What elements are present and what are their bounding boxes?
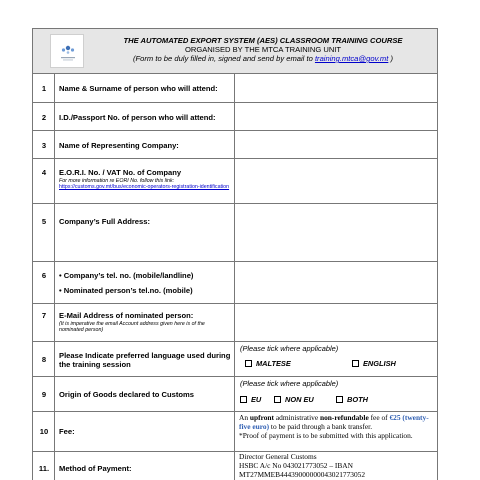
form-row-11	[33, 452, 437, 480]
eori-vat-field[interactable]	[235, 159, 437, 203]
checkbox-icon[interactable]	[245, 360, 252, 367]
fee-upfront: upfront	[249, 413, 274, 422]
form-title: THE AUTOMATED EXPORT SYSTEM (AES) CLASSROOM TRAINING COURSE	[123, 36, 403, 45]
email-address-field[interactable]	[235, 304, 437, 341]
attendee-name-field[interactable]	[235, 74, 437, 102]
checkbox-icon[interactable]	[352, 360, 359, 367]
mtca-logo	[50, 34, 84, 68]
eori-info-link[interactable]: https://customs.gov.mt/bus/economic-operators-registration-identification	[59, 184, 230, 190]
checkbox-icon[interactable]	[240, 396, 247, 403]
company-name-field[interactable]	[235, 131, 437, 158]
training-application-form	[32, 28, 438, 480]
email-link[interactable]: training.mtca@gov.mt	[314, 54, 389, 63]
proof-of-payment-note: *Proof of payment is to be submitted with this application.	[239, 430, 413, 440]
fee-text-part: fee of	[368, 413, 390, 422]
fee-non-refundable: non-refundable	[319, 413, 369, 422]
eori-note: For more information re EORI No. follow this link:	[59, 178, 175, 184]
row-number: 6	[41, 271, 47, 280]
option-label: BOTH	[347, 395, 368, 404]
iban-number: MT27MMEB44439000000043021773052	[239, 469, 366, 479]
company-address-label: Company’s Full Address:	[59, 217, 150, 226]
row-number: 3	[41, 141, 47, 150]
fee-label: Fee:	[59, 427, 75, 436]
tick-hint: (Please tick where applicable)	[240, 344, 339, 353]
fee-text-part: to be paid through a bank transfer.	[269, 421, 373, 431]
fee-text	[239, 414, 433, 441]
company-tel-label: • Company’s tel. no. (mobile/landline)	[59, 271, 194, 280]
origin-goods-label: Origin of Goods declared to Customs	[59, 390, 195, 399]
form-row-8	[33, 342, 437, 377]
company-name-label: Name of Representing Company:	[59, 141, 179, 150]
row-number: 7	[41, 311, 47, 320]
form-instruction	[93, 54, 433, 63]
attendee-name-label: Name & Surname of person who will attend:	[59, 84, 218, 93]
form-row-10	[33, 412, 437, 452]
instruction-text: (Form to be duly filled in, signed and send by email to	[133, 54, 315, 63]
form-row-4	[33, 159, 437, 204]
form-row-9	[33, 377, 437, 412]
eori-vat-label: E.O.R.I. No. / VAT No. of Company	[59, 168, 182, 177]
row-number: 5	[41, 217, 47, 226]
checkbox-icon[interactable]	[274, 396, 281, 403]
payment-details	[239, 453, 433, 480]
row-number: 2	[41, 113, 47, 122]
email-note: (It is imperative the email Account address given here is of the nominated person)	[59, 321, 205, 334]
company-address-field[interactable]	[235, 204, 437, 261]
row-number: 9	[41, 390, 47, 399]
form-row-1	[33, 74, 437, 103]
bank-account: HSBC A/c No 043021773052 – IBAN	[239, 460, 353, 470]
instruction-suffix: )	[388, 54, 393, 63]
option-label: NON EU	[285, 395, 314, 404]
logo-icon	[55, 39, 81, 65]
row-number: 4	[41, 168, 47, 177]
nominated-tel-text: Nominated person’s tel.no. (mobile)	[63, 286, 193, 295]
form-row-7	[33, 304, 437, 342]
email-address-label: E-Mail Address of nominated person:	[59, 311, 194, 320]
option-label: MALTESE	[256, 359, 291, 368]
id-passport-label: I.D./Passport No. of person who will attend:	[59, 113, 216, 122]
id-passport-field[interactable]	[235, 103, 437, 130]
english-option[interactable]	[352, 359, 396, 368]
telephone-field[interactable]	[235, 262, 437, 303]
fee-text-part: An	[239, 413, 250, 422]
tick-hint: (Please tick where applicable)	[240, 379, 339, 388]
form-row-6	[33, 262, 437, 304]
payee-name: Director General Customs	[239, 452, 317, 461]
option-label: EU	[251, 395, 262, 404]
both-option[interactable]	[336, 395, 368, 404]
form-subtitle: ORGANISED BY THE MTCA TRAINING UNIT	[184, 45, 342, 54]
form-row-2	[33, 103, 437, 131]
option-label: ENGLISH	[363, 359, 396, 368]
non-eu-option[interactable]	[274, 395, 314, 404]
form-row-3	[33, 131, 437, 159]
maltese-option[interactable]	[245, 359, 291, 368]
nominated-tel-label: • Nominated person’s tel.no. (mobile)	[59, 286, 193, 295]
row-number: 8	[41, 355, 47, 364]
row-number: 10	[39, 427, 49, 436]
eu-option[interactable]	[240, 395, 261, 404]
form-header	[33, 29, 437, 74]
row-number: 1	[41, 84, 47, 93]
company-tel-text: Company’s tel. no. (mobile/landline)	[63, 271, 194, 280]
row-number: 11.	[38, 464, 50, 473]
form-row-5	[33, 204, 437, 262]
fee-text-part: administrative	[274, 413, 320, 422]
checkbox-icon[interactable]	[336, 396, 343, 403]
fee-amount: €25 (twenty-five euro)	[239, 413, 429, 431]
payment-method-label: Method of Payment:	[59, 464, 132, 473]
language-label: Please Indicate preferred language used during the training session	[59, 351, 231, 369]
